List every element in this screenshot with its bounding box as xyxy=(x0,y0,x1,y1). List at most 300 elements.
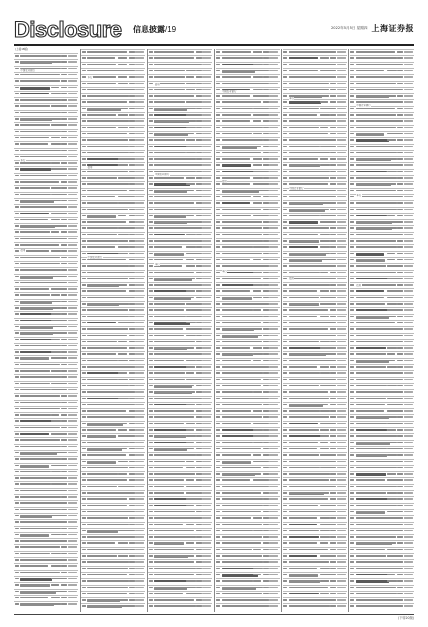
table-cell xyxy=(269,171,278,173)
table-cell xyxy=(135,536,144,538)
table-cell xyxy=(154,322,190,325)
table-cell xyxy=(397,89,403,91)
table-cell xyxy=(129,530,135,532)
table-cell xyxy=(330,442,336,444)
table-cell xyxy=(283,530,287,532)
row-label: 本行 xyxy=(356,194,362,197)
table-row xyxy=(148,150,212,151)
table-cell xyxy=(15,263,19,265)
table-cell xyxy=(337,139,346,141)
table-cell xyxy=(337,152,346,154)
table-cell xyxy=(15,553,19,555)
table-cell xyxy=(283,360,287,362)
table-cell xyxy=(15,257,19,259)
table-cell xyxy=(87,83,116,85)
table-column xyxy=(14,49,78,612)
table-cell xyxy=(135,372,144,374)
table-cell xyxy=(330,114,336,116)
table-cell xyxy=(202,511,211,513)
table-cell xyxy=(61,565,67,567)
table-cell xyxy=(129,164,135,166)
table-row xyxy=(14,110,78,111)
table-row xyxy=(81,314,145,315)
table-cell xyxy=(263,51,269,53)
table-cell xyxy=(51,483,61,485)
table-cell xyxy=(216,467,220,469)
table-cell xyxy=(87,108,121,111)
table-cell xyxy=(154,328,183,330)
table-cell xyxy=(350,448,354,450)
table-row xyxy=(148,345,212,346)
row-label: 中国农业银行 xyxy=(356,104,371,107)
table-cell xyxy=(135,461,144,463)
table-row xyxy=(81,288,145,289)
table-cell xyxy=(216,265,220,267)
table-cell xyxy=(118,347,126,349)
table-cell xyxy=(118,246,128,248)
table-cell xyxy=(397,568,403,570)
table-cell xyxy=(186,127,197,129)
table-cell xyxy=(186,416,194,418)
table-cell xyxy=(202,379,211,381)
table-cell xyxy=(222,353,254,356)
table-cell xyxy=(350,580,354,582)
table-cell xyxy=(68,546,77,548)
table-cell xyxy=(350,536,354,538)
table-cell xyxy=(15,370,19,372)
table-cell xyxy=(330,568,336,570)
table-cell xyxy=(283,171,287,173)
table-row xyxy=(148,591,212,592)
table-cell xyxy=(216,108,220,110)
table-row xyxy=(216,547,280,548)
table-cell xyxy=(129,240,135,242)
table-cell xyxy=(387,227,397,229)
table-cell xyxy=(20,294,50,296)
table-cell xyxy=(337,297,346,299)
table-cell xyxy=(283,303,287,305)
table-cell xyxy=(289,505,318,507)
table-cell xyxy=(330,429,336,431)
table-row xyxy=(283,522,347,523)
table-cell xyxy=(154,454,188,456)
table-cell xyxy=(289,120,322,122)
table-cell xyxy=(330,101,336,103)
table-cell xyxy=(20,55,53,57)
table-cell xyxy=(253,416,262,418)
table-cell xyxy=(253,479,264,481)
table-cell xyxy=(283,574,287,576)
table-cell xyxy=(337,599,346,601)
table-cell xyxy=(87,335,119,337)
table-cell xyxy=(186,272,194,274)
table-cell xyxy=(202,253,211,255)
table-cell xyxy=(222,196,252,198)
table-cell xyxy=(186,587,197,589)
table-cell xyxy=(387,114,395,116)
table-cell xyxy=(186,429,195,431)
table-row xyxy=(216,603,280,604)
table-cell xyxy=(61,93,67,95)
table-cell xyxy=(330,353,336,355)
table-cell xyxy=(216,284,220,286)
table-cell xyxy=(15,439,19,441)
table-cell xyxy=(253,360,262,362)
table-cell xyxy=(283,410,287,412)
table-cell xyxy=(356,234,389,236)
table-cell xyxy=(283,599,287,601)
table-cell xyxy=(387,322,395,324)
table-cell xyxy=(337,164,346,166)
table-cell xyxy=(154,183,189,186)
table-cell xyxy=(68,276,77,278)
table-cell xyxy=(320,177,329,179)
table-cell xyxy=(350,398,354,400)
table-cell xyxy=(356,177,390,179)
table-row xyxy=(81,603,145,604)
table-cell xyxy=(118,555,127,557)
table-cell xyxy=(51,87,59,89)
table-cell xyxy=(202,360,211,362)
table-cell xyxy=(15,446,19,448)
table-cell xyxy=(337,284,346,286)
table-row xyxy=(14,261,78,262)
table-cell xyxy=(263,467,269,469)
table-cell xyxy=(216,423,220,425)
table-cell xyxy=(82,164,86,166)
table-cell xyxy=(320,479,330,481)
table-cell xyxy=(283,246,287,248)
table-cell xyxy=(135,423,144,425)
table-cell xyxy=(186,366,195,368)
table-row xyxy=(81,446,145,447)
table-cell xyxy=(289,593,320,595)
table-cell xyxy=(202,423,211,425)
table-cell xyxy=(320,341,331,343)
table-cell xyxy=(202,146,211,148)
table-cell xyxy=(87,101,120,103)
table-row xyxy=(81,131,145,132)
table-cell xyxy=(216,259,220,261)
table-cell xyxy=(269,341,278,343)
table-row xyxy=(216,188,280,189)
table-cell xyxy=(253,316,263,318)
table-row xyxy=(81,62,145,63)
table-cell xyxy=(154,536,190,538)
table-cell xyxy=(20,553,50,555)
table-cell xyxy=(356,574,391,576)
table-cell xyxy=(149,580,153,582)
table-cell xyxy=(216,57,220,59)
table-cell xyxy=(129,366,135,368)
table-row xyxy=(148,364,212,365)
table-cell xyxy=(61,528,67,530)
table-cell xyxy=(222,568,255,570)
table-cell xyxy=(82,108,86,110)
table-cell xyxy=(15,383,19,385)
table-row xyxy=(81,219,145,220)
table-cell xyxy=(135,530,144,532)
table-row xyxy=(14,292,78,293)
table-row xyxy=(350,175,414,176)
table-cell xyxy=(186,398,197,400)
table-cell xyxy=(330,158,336,160)
table-cell xyxy=(202,461,211,463)
table-cell xyxy=(283,536,287,538)
table-cell xyxy=(15,187,19,189)
table-row xyxy=(283,534,347,535)
table-cell xyxy=(263,555,269,557)
table-cell xyxy=(337,587,346,589)
table-cell xyxy=(289,549,325,551)
table-row xyxy=(148,408,212,409)
table-cell xyxy=(118,542,127,544)
table-cell xyxy=(20,263,54,265)
table-cell xyxy=(253,448,261,450)
table-row xyxy=(350,131,414,132)
table-cell xyxy=(82,467,86,469)
table-cell xyxy=(118,341,127,343)
table-cell xyxy=(289,530,319,532)
table-cell xyxy=(202,164,211,166)
table-cell xyxy=(330,517,336,519)
table-cell xyxy=(404,297,413,299)
table-cell xyxy=(404,64,413,66)
table-cell xyxy=(20,74,55,76)
table-cell xyxy=(82,568,86,570)
table-cell xyxy=(330,120,336,122)
table-cell xyxy=(135,76,144,78)
table-cell xyxy=(61,225,67,227)
table-cell xyxy=(269,190,278,192)
table-cell xyxy=(387,549,397,551)
table-row xyxy=(283,68,347,69)
table-cell xyxy=(202,593,211,595)
table-cell xyxy=(20,578,52,581)
table-cell xyxy=(149,473,153,475)
table-cell xyxy=(20,124,50,126)
table-cell xyxy=(269,593,278,595)
table-row xyxy=(14,381,78,382)
table-row xyxy=(350,496,414,497)
table-row xyxy=(14,211,78,212)
table-cell xyxy=(154,549,189,551)
table-cell xyxy=(202,398,211,400)
table-cell xyxy=(51,584,59,586)
table-cell xyxy=(154,240,187,242)
table-cell xyxy=(61,553,67,555)
table-row xyxy=(283,465,347,466)
table-cell xyxy=(186,542,195,544)
table-row xyxy=(283,477,347,478)
table-cell xyxy=(320,398,329,400)
table-row xyxy=(14,274,78,275)
table-cell xyxy=(129,108,135,110)
table-cell xyxy=(129,133,135,135)
table-cell xyxy=(61,294,67,296)
table-cell xyxy=(356,404,385,406)
table-cell xyxy=(82,209,86,211)
table-cell xyxy=(263,259,269,261)
table-cell xyxy=(337,479,346,481)
table-cell xyxy=(356,246,388,248)
table-cell xyxy=(82,120,86,122)
table-cell xyxy=(283,120,287,122)
table-cell xyxy=(68,584,77,586)
table-cell xyxy=(263,303,269,305)
table-cell xyxy=(263,171,269,173)
table-cell xyxy=(68,446,77,448)
table-cell xyxy=(397,605,403,607)
table-cell xyxy=(129,265,135,267)
table-row xyxy=(148,414,212,415)
table-cell xyxy=(61,326,67,328)
table-cell xyxy=(82,530,86,532)
table-cell xyxy=(51,339,59,341)
table-row xyxy=(350,578,414,579)
table-cell xyxy=(216,190,220,192)
table-cell xyxy=(330,524,336,526)
table-row xyxy=(350,49,414,50)
table-row xyxy=(216,452,280,453)
table-cell xyxy=(263,227,269,229)
table-row xyxy=(283,585,347,586)
table-cell xyxy=(253,555,262,557)
table-cell xyxy=(20,420,53,422)
table-row xyxy=(148,125,212,126)
table-cell xyxy=(337,498,346,500)
table-cell xyxy=(289,423,318,425)
table-cell xyxy=(269,158,278,160)
table-row xyxy=(148,307,212,308)
table-cell xyxy=(135,297,144,299)
table-cell xyxy=(15,458,19,460)
table-cell xyxy=(154,467,182,469)
table-row xyxy=(216,238,280,239)
table-cell xyxy=(154,284,187,286)
table-cell xyxy=(387,284,396,286)
table-cell xyxy=(135,580,144,582)
table-cell xyxy=(350,70,354,72)
table-cell xyxy=(82,259,86,261)
table-row xyxy=(350,87,414,88)
table-row xyxy=(216,396,280,397)
table-cell xyxy=(283,253,287,255)
table-cell xyxy=(118,209,128,211)
table-cell xyxy=(129,158,135,160)
table-cell xyxy=(135,505,144,507)
table-row xyxy=(148,446,212,447)
table-cell xyxy=(15,225,19,227)
table-cell xyxy=(61,603,67,605)
table-cell xyxy=(154,303,184,305)
table-cell xyxy=(269,605,278,607)
table-row xyxy=(216,465,280,466)
table-row xyxy=(81,244,145,245)
table-cell xyxy=(263,64,269,66)
table-cell xyxy=(61,200,67,202)
table-cell xyxy=(129,492,135,494)
table-cell xyxy=(118,164,128,166)
table-cell xyxy=(135,517,144,519)
table-row xyxy=(216,175,280,176)
table-row xyxy=(81,200,145,201)
table-cell xyxy=(129,341,135,343)
table-row xyxy=(81,49,145,50)
table-cell xyxy=(216,83,220,85)
table-cell xyxy=(269,76,278,78)
table-cell xyxy=(51,477,61,479)
table-cell xyxy=(283,587,287,589)
table-row xyxy=(148,515,212,516)
table-cell xyxy=(118,127,128,129)
table-cell xyxy=(397,372,403,374)
table-cell xyxy=(51,578,62,580)
table-cell xyxy=(337,322,346,324)
table-cell xyxy=(330,171,336,173)
table-cell xyxy=(397,360,403,362)
table-row xyxy=(350,377,414,378)
table-cell xyxy=(61,364,67,366)
table-cell xyxy=(196,70,202,72)
table-row xyxy=(14,129,78,130)
table-cell xyxy=(356,240,389,242)
table-cell xyxy=(350,410,354,412)
table-cell xyxy=(135,524,144,526)
table-cell xyxy=(253,492,261,494)
table-cell xyxy=(15,376,19,378)
table-cell xyxy=(186,536,197,538)
table-cell xyxy=(186,561,194,563)
table-cell xyxy=(283,127,287,129)
table-cell xyxy=(320,83,329,85)
table-cell xyxy=(129,568,135,570)
table-cell xyxy=(15,288,19,290)
table-cell xyxy=(87,139,122,141)
table-cell xyxy=(15,402,19,404)
table-cell xyxy=(51,150,60,152)
table-cell xyxy=(397,297,403,299)
table-cell xyxy=(135,360,144,362)
table-cell xyxy=(15,200,19,202)
table-cell xyxy=(320,473,330,475)
table-cell xyxy=(216,599,220,601)
table-cell xyxy=(129,461,135,463)
table-cell xyxy=(196,360,202,362)
table-cell xyxy=(387,152,397,154)
table-cell xyxy=(289,587,324,589)
table-cell xyxy=(68,307,77,309)
table-row xyxy=(350,540,414,541)
table-cell xyxy=(149,297,153,299)
table-row xyxy=(14,85,78,86)
table-cell xyxy=(263,328,269,330)
table-cell xyxy=(68,244,77,246)
table-cell xyxy=(404,303,413,305)
table-cell xyxy=(15,213,19,215)
table-cell xyxy=(186,555,195,557)
table-cell xyxy=(149,536,153,538)
table-cell xyxy=(350,517,354,519)
table-cell xyxy=(196,461,202,463)
table-cell xyxy=(61,414,67,416)
table-cell xyxy=(253,196,262,198)
table-cell xyxy=(149,398,153,400)
table-row xyxy=(350,585,414,586)
table-row xyxy=(350,307,414,308)
table-row xyxy=(81,194,145,195)
table-cell xyxy=(330,202,336,204)
